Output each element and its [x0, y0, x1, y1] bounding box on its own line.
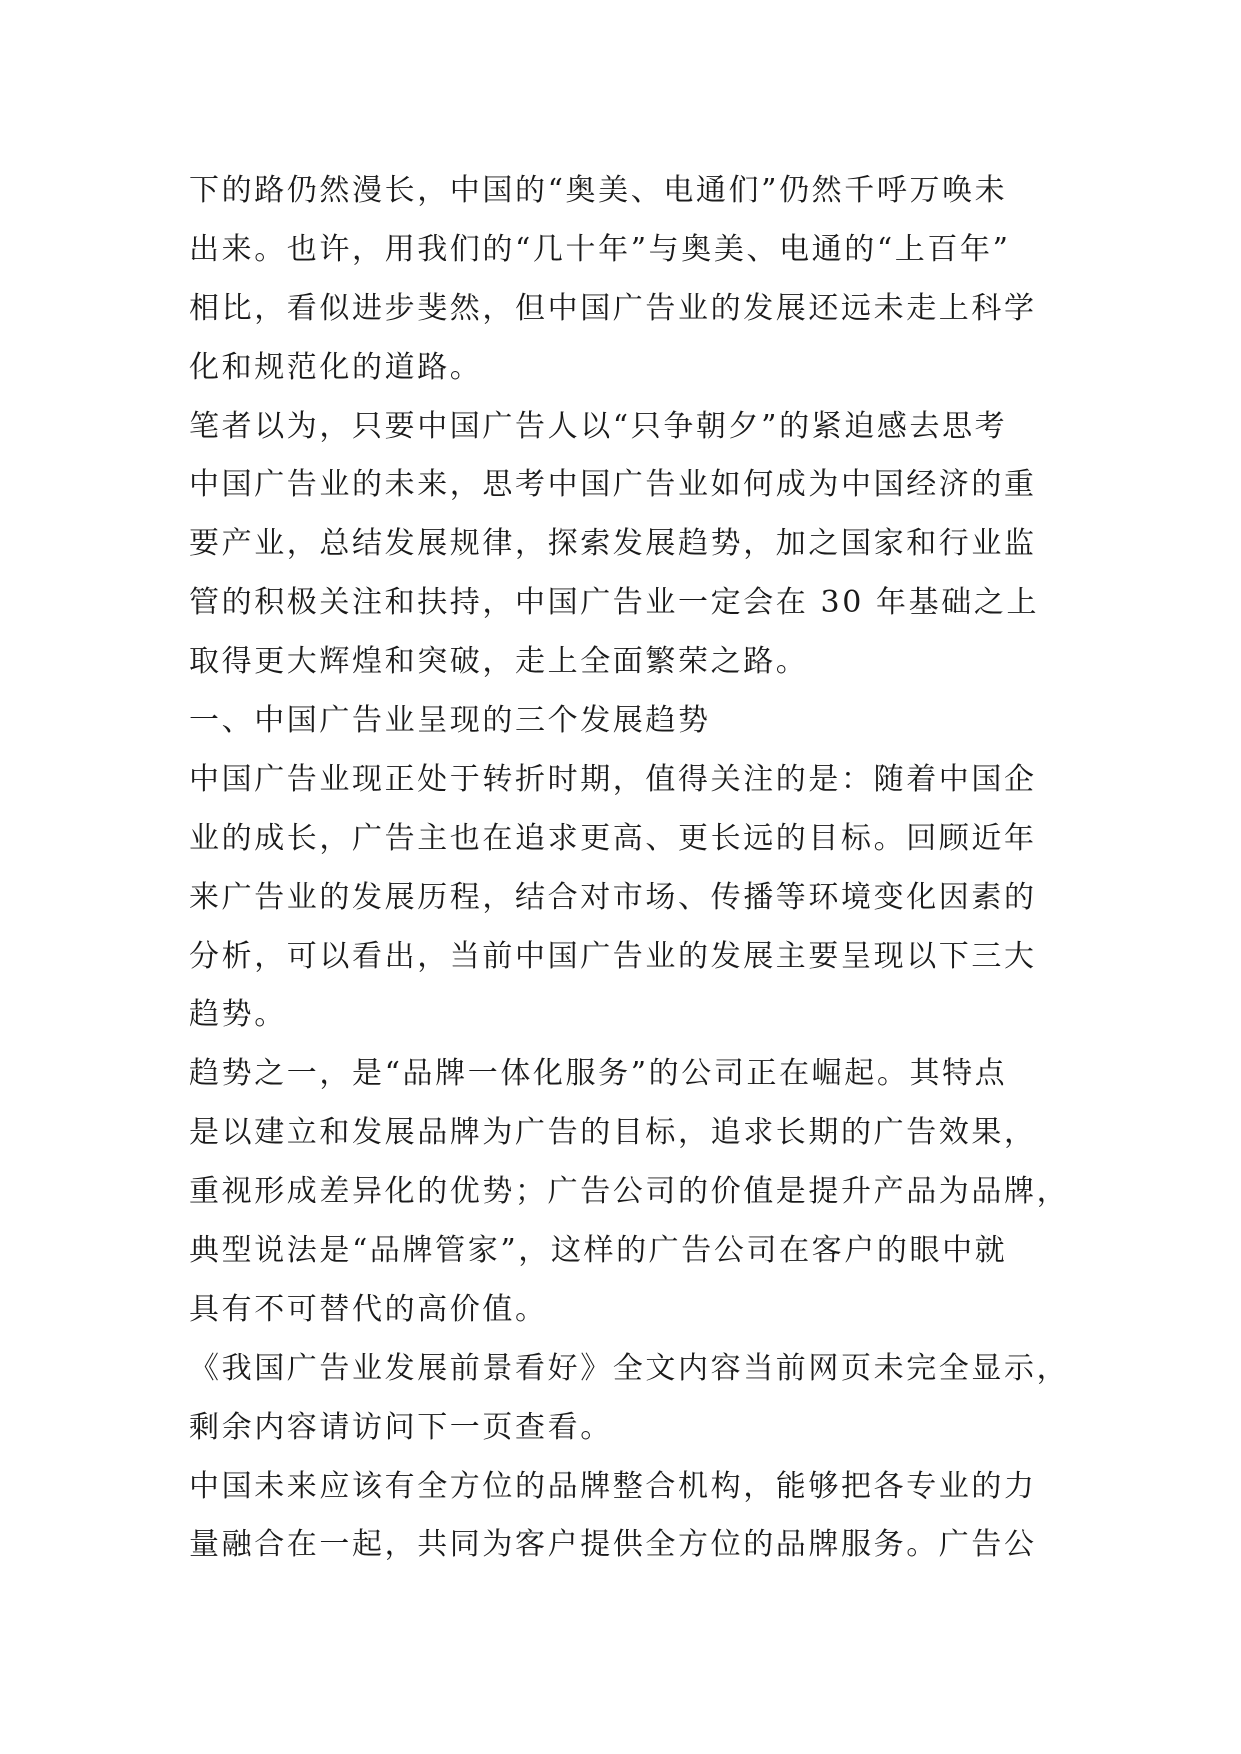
text-line: 是以建立和发展品牌为广告的目标，追求长期的广告效果，	[189, 1115, 1037, 1151]
continuation-notice: 《我国广告业发展前景看好》全文内容当前网页未完全显示，	[189, 1350, 1070, 1386]
text-line: 趋势。	[189, 997, 287, 1033]
text-line: 出来。也许，用我们的“几十年”与奥美、电通的“上百年”	[189, 231, 1011, 267]
text-line: 要产业，总结发展规律，探索发展趋势，加之国家和行业监	[189, 526, 1037, 562]
text-line: 相比，看似进步斐然，但中国广告业的发展还远未走上科学	[189, 290, 1037, 326]
text-line: 趋势之一，是“品牌一体化服务”的公司正在崛起。其特点	[189, 1056, 1008, 1092]
text-line: 中国广告业现正处于转折时期，值得关注的是：随着中国企	[189, 761, 1037, 797]
text-line: 化和规范化的道路。	[189, 349, 483, 385]
text-line: 取得更大辉煌和突破，走上全面繁荣之路。	[189, 644, 809, 680]
body-text	[189, 162, 1089, 1575]
text-line: 分析，可以看出，当前中国广告业的发展主要呈现以下三大	[189, 938, 1037, 974]
text-line: 笔者以为，只要中国广告人以“只争朝夕”的紧迫感去思考	[189, 408, 1008, 444]
text-line: 典型说法是“品牌管家”，这样的广告公司在客户的眼中就	[189, 1233, 1008, 1269]
continuation-notice: 剩余内容请访问下一页查看。	[189, 1409, 613, 1445]
text-line: 来广告业的发展历程，结合对市场、传播等环境变化因素的	[189, 879, 1037, 915]
text-line: 具有不可替代的高价值。	[189, 1291, 548, 1327]
section-heading: 一、中国广告业呈现的三个发展趋势	[189, 703, 711, 739]
text-line: 管的积极关注和扶持，中国广告业一定会在 30 年基础之上	[189, 585, 1040, 621]
text-line: 下的路仍然漫长，中国的“奥美、电通们”仍然千呼万唤未	[189, 173, 1008, 208]
text-line: 中国广告业的未来，思考中国广告业如何成为中国经济的重	[189, 467, 1037, 503]
text-line: 重视形成差异化的优势；广告公司的价值是提升产品为品牌，	[189, 1174, 1070, 1210]
text-line: 业的成长，广告主也在追求更高、更长远的目标。回顾近年	[189, 820, 1037, 856]
text-line: 量融合在一起，共同为客户提供全方位的品牌服务。广告公	[189, 1527, 1037, 1563]
text-line: 中国未来应该有全方位的品牌整合机构，能够把各专业的力	[189, 1468, 1037, 1504]
